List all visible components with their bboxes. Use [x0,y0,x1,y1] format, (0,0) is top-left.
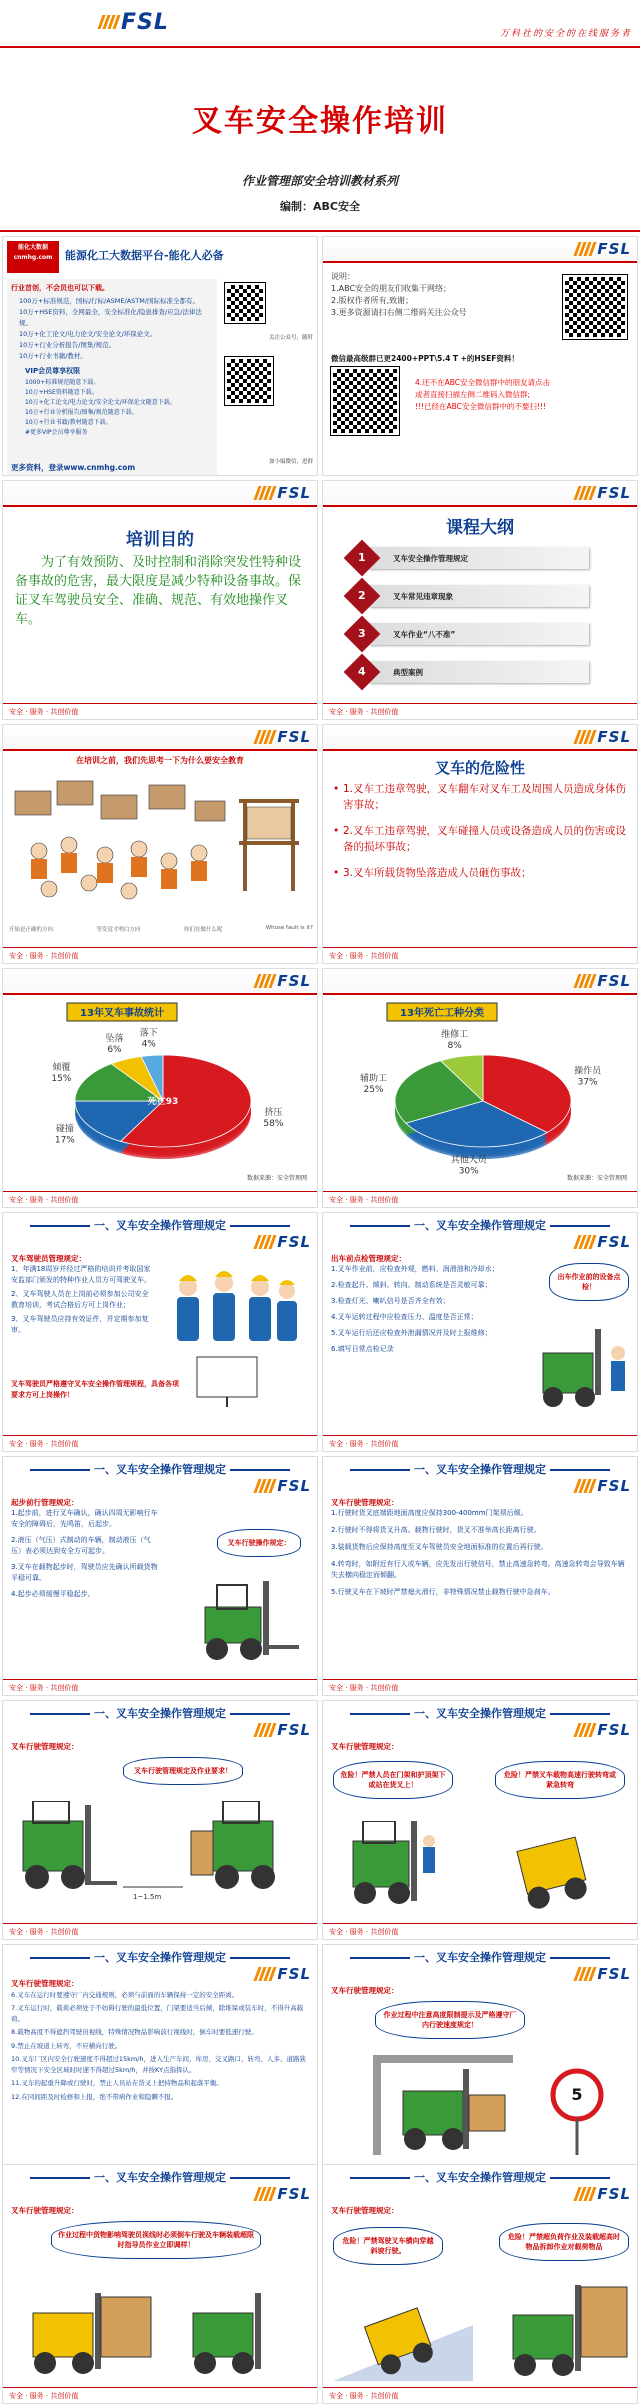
purpose-text: 为了有效预防、及时控制和消除突发性特种设备事故的危害，最大限度是减少特种设备事故。保证叉车驾驶员安全、准确、规范、有效地操作叉车。 [15,555,302,627]
slide-footer: 安全 · 服务 · 共创价值 [3,2387,317,2403]
distance-label: 1~1.5m [133,1893,162,1901]
slide-footer: 安全 · 服务 · 共创价值 [323,1679,637,1695]
cover-editor: 编制：ABC安全 [280,200,360,213]
slide-footer: 安全 · 服务 · 共创价值 [3,947,317,963]
rules-inspection-slide [322,1212,638,1452]
vip-item: #更多VIP会员尊享服务 [25,429,88,436]
rule-line: 5.行驶叉车在下坡时严禁熄火滑行，非特殊情况禁止载物行驶中急刹车。 [331,1588,555,1596]
ad-item: 10万+HSE资料，全网最全，安全标准化/隐患排查/应急/法律法规。 [19,308,202,327]
inspector-illustration [523,1323,633,1413]
forklift-illustration [187,1577,307,1667]
slide-subhead: 叉车行驶管理规定： [331,1986,399,1995]
rule-line: 5.叉车运行后还应检查外泄漏情况并及时上报维修； [331,1329,492,1337]
outline-number: 3 [344,616,381,653]
driving-rules-continued: 叉车行驶管理规定： 6.叉车在运行时要遵守厂内交通规则，必须与前面的车辆保持一定的安全距离。 7.叉车运行时，载荷必须处于不妨碍行驶的最低位置，门架要适当后倾，除堆垛或装车时，不得升高载荷。 8.载物高度不得遮挡驾驶员视线，特殊情况物品影响前行视线时，倒车时要低速行驶。 9.禁止在坡道上转弯，不应横向行驶。 10.叉车厂区内安全行驶速度不得超过15km/h，进入生产车间、库房、交叉路口、转弯、人多、道路狭窄等情况下安全区域时时速不得超过5km/h，并按KY点指挥认。 11.叉车的起重升降或行驶时，禁止人员站在货叉上把持物品和起落平衡。 12.在同间距及时检修和上报，绝不带病作业和隐瞒不报。 [11,1979,311,2105]
pie-label: 挤压 [264,1107,283,1118]
pie-label: 其他人员 [450,1155,487,1166]
outline-item [358,547,589,569]
pie-value: 15% [51,1073,72,1084]
rule-line: 1、年满18周岁并经过严格的培训并考取国家安监部门颁发的特种作业人员方可驾驶叉车。 [11,1265,151,1284]
section-title: 一、叉车安全操作管理规定 [3,2169,317,2185]
outline-slide [322,480,638,720]
qr-code-group[interactable] [331,367,399,435]
vip-item: 1000+标准规范随意下载。 [25,379,100,386]
pie-label: 维修工 [441,1030,469,1041]
slide-subhead: 叉车行驶管理规定： [11,1742,79,1751]
forklift-dimension-illustration [13,1801,313,1911]
chart-source: 数据来源：安全管理网 [246,1175,307,1182]
pie-value: 25% [363,1085,384,1096]
rule-line: 2、叉车驾驶人员在上岗前必须参加公司安全教育培训，考试合格后方可上岗作业； [11,1290,149,1309]
pie-label: 倾覆 [52,1062,71,1073]
rule-line: 1.叉车作业前，应检查外观，燃料、润滑油和冷却水； [331,1265,499,1273]
forklift-danger-illustration [333,1821,633,1911]
rule-line: 8.载物高度不得遮挡驾驶员视线，特殊情况物品影响前行视线时，倒车时要低速行驶。 [11,2028,258,2036]
rule-line: 6.填写日常点检记录 [331,1345,394,1353]
section-title: 一、叉车安全操作管理规定 [3,1705,317,1721]
fsl-logo: FSL [576,484,631,502]
outline-number: 1 [344,540,381,577]
note-item: 2.版权作者所有,致谢； [331,296,414,305]
fsl-logo: FSL [256,484,311,502]
driving-rules-2-slide [2,1944,318,2184]
pie-value: 6% [107,1045,122,1056]
slide-footer: 安全 · 服务 · 共创价值 [3,1923,317,1939]
pie-value: 37% [577,1077,598,1088]
rule-line: 3.检查灯光、喇叭信号是否齐全有效； [331,1297,450,1305]
rule-line: 10.叉车厂区内安全行驶速度不得超过15km/h，进入生产车间、库房、交叉路口、转弯、人多、道路狭窄等情况下安全区域时时速不得超过5km/h，并按KY点指挥认。 [11,2055,307,2074]
rule-line: 2.液压（气压）式制动的车辆，制动液压（气压）表必须达到安全方可起步。 [11,1536,151,1555]
slide-subhead: 叉车行驶管理规定： [331,1742,399,1751]
ad-more-link[interactable]: 更多资料，登录www.cnmhg.com [11,463,136,472]
qr-code-account[interactable] [563,275,627,339]
outline-title: 课程大纲 [446,518,514,538]
fsl-logo: FSL [100,10,169,34]
start-callout: 叉车行驶操作规定： [217,1529,301,1557]
driver-rules: 叉车驾驶员管理规定： 1、年满18周岁并经过严格的培训并考取国家安监部门颁发的特种作业人员方可驾驶叉车。 2、叉车驾驶人员在上岗前必须参加公司安全教育培训，考试合格后方可上岗作业； 3、叉车驾驶员应持有效证件，并定期参加复审。 [11,1254,151,1334]
slope-illustration [333,2285,633,2381]
section-title: 一、叉车安全操作管理规定 [323,1217,637,1233]
slide-footer: 安全 · 服务 · 共创价值 [323,1191,637,1207]
fsl-logo: FSL [256,972,311,990]
rules-start-slide [2,1456,318,1696]
slide-footer: 安全 · 服务 · 共创价值 [323,1435,637,1451]
pie-value: 30% [458,1166,479,1177]
story-caption-item: 你们在做什么呢 [183,927,223,933]
pie-center-label: 死亡93 [147,1097,179,1107]
qr-code-wechat[interactable] [225,357,273,405]
warning-callout-1: 危险！严禁人员在门架和护顶架下或站在货叉上！ [333,1761,453,1799]
outline-number: 2 [344,578,381,615]
slide-footer: 安全 · 服务 · 共创价值 [323,947,637,963]
rule-line: 11.叉车的起重升降或行驶时，禁止人员站在货叉上把持物品和起落平衡。 [11,2079,223,2087]
slide-footer: 安全 · 服务 · 共创价值 [3,703,317,719]
rule-line: 9.禁止在坡道上转弯，不应横向行驶。 [11,2041,122,2050]
qr-code-public[interactable] [225,283,265,323]
slope-callout-1: 危险！严禁驾驶叉车横向穿越斜坡行驶。 [333,2227,443,2265]
note-item: 3.更多资源请扫右侧二维码关注公众号 [331,308,467,317]
fsl-logo: FSL [256,1233,311,1251]
section-title: 一、叉车安全操作管理规定 [323,1705,637,1721]
rule-line: 1.行驶时货叉底端距地面高度应保持300-400mm门架须后倾。 [331,1509,528,1517]
rule-line: 7.叉车运行时，载荷必须处于不妨碍行驶的最低位置，门架要适当后倾，除堆垛或装车时，不得升高载荷。 [11,2004,304,2023]
fsl-logo: FSL [256,2185,311,2203]
driving-rules: 叉车行驶管理规定： 1.行驶时货叉底端距地面高度应保持300-400mm门架须后倾。 2.行驶时不得将货叉升高。载物行驶时，货叉不准举高长距离行驶。 3.装载货物后应保持高度至叉车驾驶员安全地面标准的位置后再行驶。 4.转弯时，如附近有行人或车辆，应先发出行驶信号，禁止高速急转弯。高速急转弯会导致车辆失去横向稳定而倾翻。 5.行驶叉车在下坡时严禁熄火滑行，非特殊情况禁止载物行驶中急刹车。 [331,1497,627,1604]
ad-item: 100万+标准规范，国标/行标/ASME/ASTM/国际标准全都有。 [19,297,200,305]
group-line: 微信最高级群已更2400+PPT\5.4 T +的HSEF资料！ [331,354,519,363]
rule-line: 6.叉车在运行时要遵守厂内交通规则，必须与前面的车辆保持一定的安全距离。 [11,1990,239,1999]
cartoon-illustration [9,771,313,921]
reverse-illustration [13,2283,313,2383]
vip-item: 10万+HSE资料随意下载。 [25,389,98,396]
fsl-logo: FSL [256,1965,311,1983]
fsl-logo: FSL [576,1721,631,1739]
danger-warning-slide [322,1700,638,1940]
fsl-logo: FSL [576,1477,631,1495]
rule-line: 3.叉车在载物起步时，驾驶员应先确认所载货物平稳可靠。 [11,1563,158,1582]
height-limit-slide [322,1944,638,2184]
warning-callout-2: 危险！严禁叉车载物高速行驶转弯或紧急转弯 [495,1761,625,1799]
reverse-driving-slide [2,2164,318,2404]
pie-slide-jobs [322,968,638,1208]
rule-line: 4.转弯时，如附近有行人或车辆，应先发出行驶信号，禁止高速急转弯。高速急转弯会导致车辆失去横向稳定而倾翻。 [331,1560,625,1579]
story-caption-item: Whose fault is it? [265,925,313,931]
purpose-title: 培训目的 [126,530,194,550]
fsl-logo: FSL [576,1965,631,1983]
rule-line: 3、叉车驾驶员应持有效证件，并定期参加复审。 [11,1315,149,1334]
inspection-rules: 出车前点检管理规定： 1.叉车作业前，应检查外观，燃料、润滑油和冷却水； 2.检查起升、倾斜、转向、制动系统是否灵敏可靠； 3.检查灯光、喇叭信号是否齐全有效； 4.叉车运转过程中应检查压力、温度是否正常； 5.叉车运行后还应检查外泄漏情况并及时上报维修； 6.填写日常点检记录 [331,1253,501,1360]
story-caption-item: 开始是正确的方向 [9,927,54,933]
ad-slide-right [322,236,638,476]
pie-label: 坠落 [105,1034,124,1045]
slide-footer: 安全 · 服务 · 共创价值 [3,1679,317,1695]
driving-dimension-slide [2,1700,318,1940]
pie-chart-jobs [323,995,638,1185]
pie-slide-accidents [2,968,318,1208]
warning-line: 4.还不在ABC安全微信群中的朋友请点击 [415,378,551,387]
section-title: 一、叉车安全操作管理规定 [323,2169,637,2185]
rule-line: 4.叉车运转过程中应检查压力、温度是否正常； [331,1313,478,1321]
outline-label: 叉车安全操作管理规定 [393,554,468,563]
cover-subtitle: 作业管理部安全培训教材系列 [241,174,398,188]
rule-line: 12.在同间距及时检修和上报，绝不带病作业和隐瞒不报。 [11,2092,178,2101]
rule-line: 1.起步前，进行叉车确认，确认四周无影响行车安全的障碍后，先鸣笛，后起步。 [11,1509,158,1528]
section-title: 一、叉车安全操作管理规定 [3,1949,317,1965]
qr-caption-wechat: 加小编微信，进群 [269,459,314,465]
fsl-logo: FSL [576,972,631,990]
fsl-logo: FSL [576,2185,631,2203]
rule-line: 2.行驶时不得将货叉升高。载物行驶时，货叉不准举高长距离行驶。 [331,1526,541,1534]
outline-item [358,585,589,607]
section-title: 一、叉车安全操作管理规定 [323,1949,637,1965]
section-title: 一、叉车安全操作管理规定 [3,1461,317,1477]
ad-item: 10万+化工论文/电力论文/安全论文/环保论文。 [19,330,157,338]
pie-value: 17% [54,1135,75,1146]
fsl-logo: FSL [256,1477,311,1495]
start-rules: 起步前行管理规定： 1.起步前，进行叉车确认，确认四周无影响行车安全的障碍后，先鸣笛，后起步。 2.液压（气压）式制动的车辆，制动液压（气压）表必须达到安全方可起步。 3.叉车在载物起步时，驾驶员应先确认所载货物平稳可靠。 4.起步必须缓慢平稳起步。 [11,1497,161,1605]
height-limit-illustration [363,2055,623,2155]
outline-label: 叉车作业“八不准” [393,630,456,639]
pie-value: 58% [263,1118,284,1129]
vip-item: 10万+化工论文/电力论文/安全论文/环保论文随意下载。 [25,399,176,406]
purpose-slide [2,480,318,720]
slide-subhead: 叉车行驶管理规定： [331,2206,399,2215]
slope-callout-2: 危险！严禁超负荷作业及装载超高时物品拆卸作业对载荷物品 [499,2223,629,2261]
slide-footer: 安全 · 服务 · 共创价值 [323,2387,637,2403]
height-callout: 作业过程中注意高度限制提示及严格遵守厂内行驶速度规定！ [375,2001,525,2039]
note-item: 1.ABC安全的朋友们收集干网络； [331,284,452,293]
slide-footer: 安全 · 服务 · 共创价值 [3,1435,317,1451]
rules-driver-slide [2,1212,318,1452]
fsl-logo: FSL [576,240,631,258]
ad-item: 10万+行业书籍/教材。 [19,352,87,360]
speed-limit-sign: 5 [571,2085,583,2104]
inspection-callout: 出车作业前的设备点检！ [549,1263,629,1301]
vip-item: 10万+行业分析报告/图集/规范随意下载。 [25,409,138,416]
ad-headline: 能源化工大数据平台-能化人必备 [65,249,224,262]
slide-footer: 安全 · 服务 · 共创价值 [323,703,637,719]
cover-slide [0,0,640,232]
workers-illustration [167,1257,307,1407]
slide-footer: 安全 · 服务 · 共创价值 [323,1923,637,1939]
fsl-logo: FSL [256,1721,311,1739]
ad-item: 10万+行业分析报告/图集/规范。 [19,341,116,349]
ad-slide-left [2,236,318,476]
section-title: 一、叉车安全操作管理规定 [323,1461,637,1477]
fsl-logo: FSL [256,728,311,746]
cover-slogan: 万科社的安全的在线服务者 [499,29,632,39]
pie-label: 辅助工 [360,1074,388,1085]
fsl-logo: FSL [576,728,631,746]
danger-item: • 3.叉车所载货物坠落造成人员砸伤事故； [333,867,532,879]
story-caption-item: 等发觉才明白方向 [96,927,141,933]
chart-title: 13年叉车事故统计 [80,1008,164,1019]
rule-line: 3.装载货物后应保持高度至叉车驾驶员安全地面标准的位置后再行驶。 [331,1543,548,1551]
pie-value: 8% [447,1041,462,1052]
danger-item: • 1.叉车工违章驾驶，叉车翻车对叉车工及周围人员造成身体伤害事故； [333,783,627,811]
ad-subhead: 行业首创，不会员也可以下载。 [11,284,109,292]
outline-item [358,661,589,683]
note-title: 说明： [331,272,355,281]
pie-label: 操作员 [574,1066,602,1077]
rules-driving-slide [322,1456,638,1696]
pie-value: 4% [141,1039,156,1050]
outline-label: 叉车常见违章现象 [393,592,453,601]
slope-warning-slide [322,2164,638,2404]
story-caption: 在培训之前，我们先思考一下为什么要安全教育 [76,756,244,765]
reverse-callout: 作业过程中货物影响驾驶员视线时必须倒车行驶及车辆装载超限时指导员作业立即调样！ [51,2221,261,2259]
danger-slide [322,724,638,964]
warning-line: !!!已经在ABC安全微信群中的不要扫!!! [415,402,546,411]
outline-label: 典型案例 [393,668,423,677]
danger-title: 叉车的危险性 [434,759,525,777]
danger-item: • 2.叉车工违章驾驶，叉车碰撞人员或设备造成人员的伤害或设备的损坏事故； [333,825,627,853]
driver-rules-note: 叉车驾驶员严格遵守叉车安全操作管理规程，具备各项要求方可上岗操作！ [11,1380,179,1399]
section-title: 一、叉车安全操作管理规定 [3,1217,317,1233]
rule-line: 2.检查起升、倾斜、转向、制动系统是否灵敏可靠； [331,1281,492,1289]
slide-subhead: 叉车行驶管理规定： [11,2206,79,2215]
group-warning [415,377,550,413]
outline-item [358,623,589,645]
chart-source: 数据来源：安全管理网 [566,1175,627,1182]
brand-logo: 能化大数据 cnmhg.com [7,241,59,273]
cover-divider [0,46,640,48]
rule-line: 4.起步必须缓慢平稳起步。 [11,1590,95,1598]
cover-title: 叉车安全操作培训 [192,104,448,139]
chart-title: 13年死亡工种分类 [400,1008,484,1019]
warning-line: 或者直接扫描左侧二维码入微信群; [415,390,531,399]
outline-number: 4 [344,654,381,691]
pie-chart-accidents [3,995,318,1185]
pie-label: 落下 [139,1028,158,1039]
fsl-logo: FSL [576,1233,631,1251]
slide-footer: 安全 · 服务 · 共创价值 [3,1191,317,1207]
vip-title: VIP会员尊享权限 [25,367,81,375]
driving-callout: 叉车行驶管理规定及作业要求！ [123,1757,243,1785]
pie-label: 碰撞 [55,1124,74,1135]
qr-caption-public: 关注公众号，随时 [269,335,314,341]
story-slide [2,724,318,964]
vip-item: 10万+行业书籍/教材随意下载。 [25,419,112,426]
